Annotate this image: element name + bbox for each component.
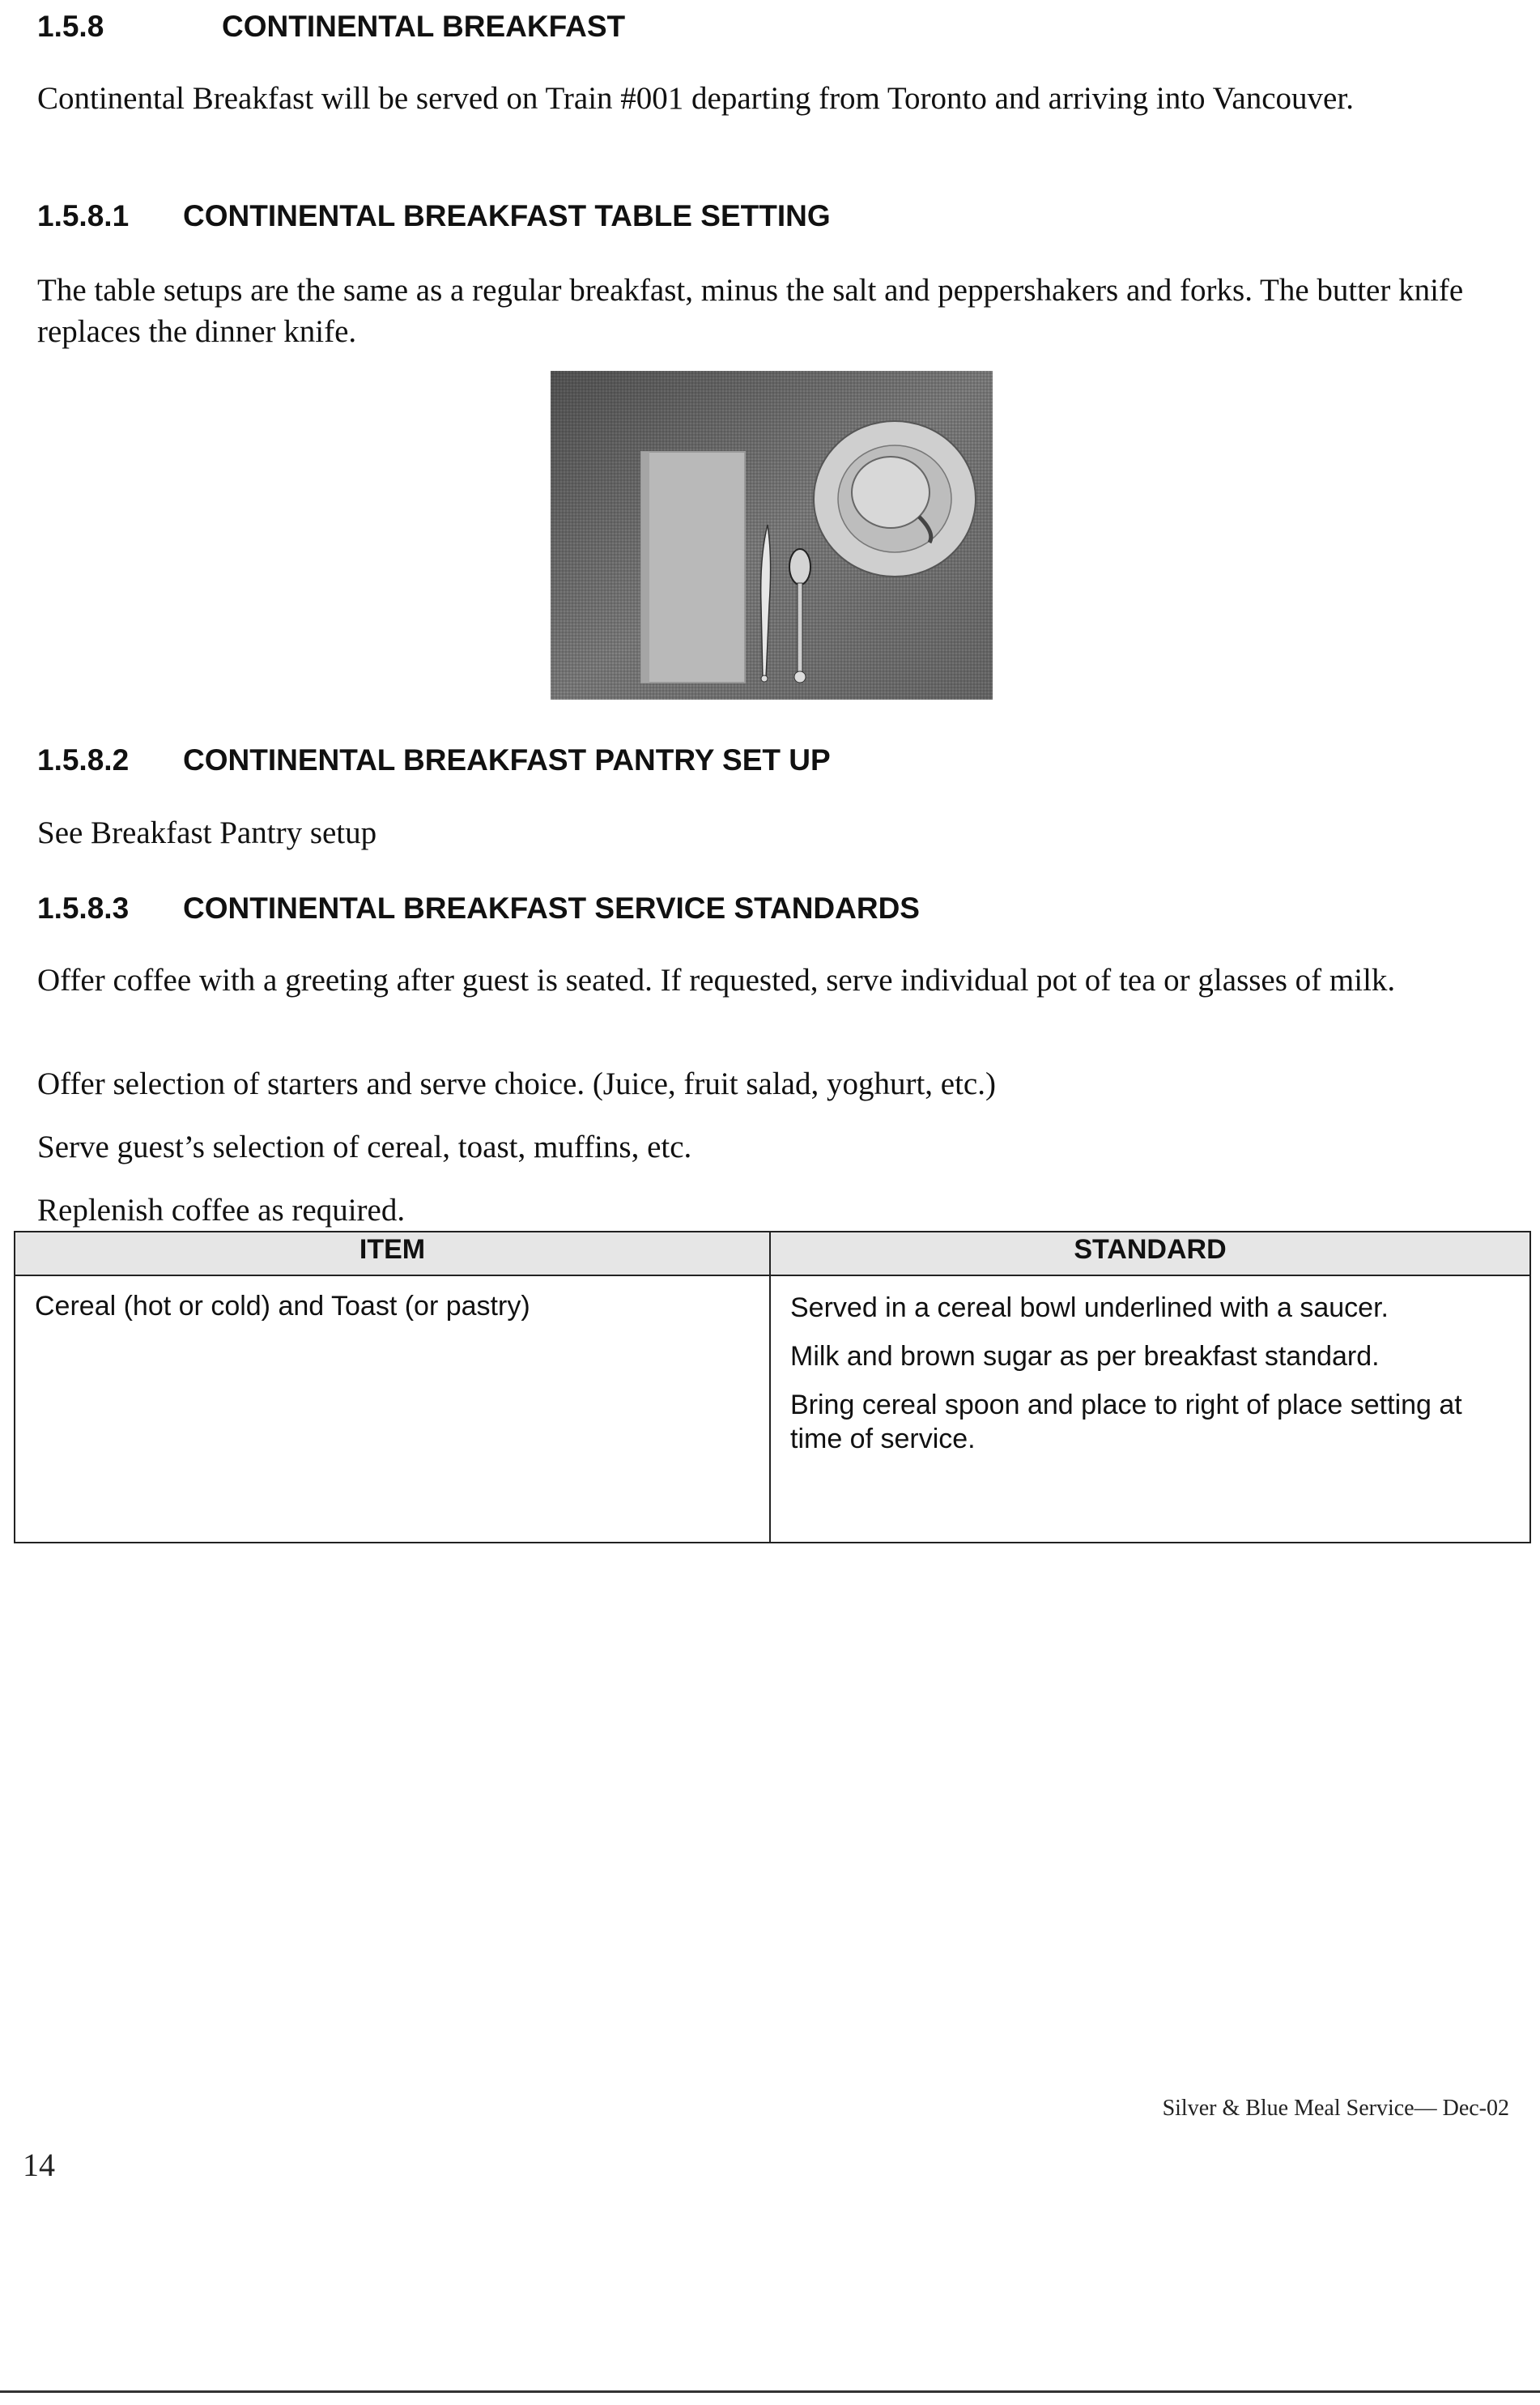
heading-title: CONTINENTAL BREAKFAST	[222, 10, 626, 43]
item-text: Cereal (hot or cold) and Toast (or pastry)	[35, 1291, 530, 1322]
pantry-paragraph: See Breakfast Pantry setup	[37, 815, 377, 850]
table-header-row	[15, 1232, 1530, 1275]
service-paragraph-2: Offer selection of starters and serve choice. (Juice, fruit salad, yoghurt, etc.)	[37, 1066, 996, 1101]
footer-doc-title: Silver & Blue Meal Service— Dec-02	[1162, 2096, 1509, 2121]
table-cell-standard	[770, 1275, 1530, 1543]
heading-title: CONTINENTAL BREAKFAST TABLE SETTING	[183, 199, 831, 232]
service-paragraph-3: Serve guest’s selection of cereal, toast, muffins, etc.	[37, 1130, 692, 1164]
table-cell-item	[15, 1275, 770, 1543]
standard-line-1: Served in a cereal bowl underlined with a saucer.	[790, 1292, 1389, 1323]
table-header-standard: STANDARD	[770, 1232, 1530, 1275]
bottom-rule	[0, 2390, 1540, 2393]
service-paragraph-1: Offer coffee with a greeting after guest is seated. If requested, serve individual pot of tea or glasses of milk.	[37, 963, 1396, 998]
service-paragraph-4: Replenish coffee as required.	[37, 1193, 406, 1228]
standard-line-3: Bring cereal spoon and place to right of place setting at time of service.	[790, 1390, 1462, 1454]
heading-title: CONTINENTAL BREAKFAST PANTRY SET UP	[183, 743, 831, 777]
heading-number: 1.5.8.1	[37, 199, 130, 232]
heading-1-5-8-2	[37, 743, 831, 777]
table-setting-photo-graphic	[551, 371, 993, 700]
heading-number: 1.5.8.3	[37, 892, 130, 925]
standard-line-2: Milk and brown sugar as per breakfast standard.	[790, 1341, 1380, 1372]
page-number: 14	[23, 2147, 55, 2183]
table-row	[15, 1275, 1530, 1543]
heading-1-5-8-1	[37, 199, 831, 233]
table-setting-photo	[551, 371, 993, 700]
heading-1-5-8-3	[37, 892, 920, 926]
table-setting-paragraph: The table setups are the same as a regular breakfast, minus the salt and peppershakers and forks. The butter knife replaces the dinner knife.	[37, 273, 1464, 349]
heading-number: 1.5.8.2	[37, 743, 130, 777]
service-standards-table	[14, 1231, 1531, 1543]
table-header-item: ITEM	[15, 1232, 770, 1275]
heading-number: 1.5.8	[37, 10, 104, 43]
heading-title: CONTINENTAL BREAKFAST SERVICE STANDARDS	[183, 892, 920, 925]
heading-1-5-8	[37, 10, 625, 44]
intro-paragraph: Continental Breakfast will be served on Train #001 departing from Toronto and arriving into Vancouver.	[37, 81, 1354, 116]
